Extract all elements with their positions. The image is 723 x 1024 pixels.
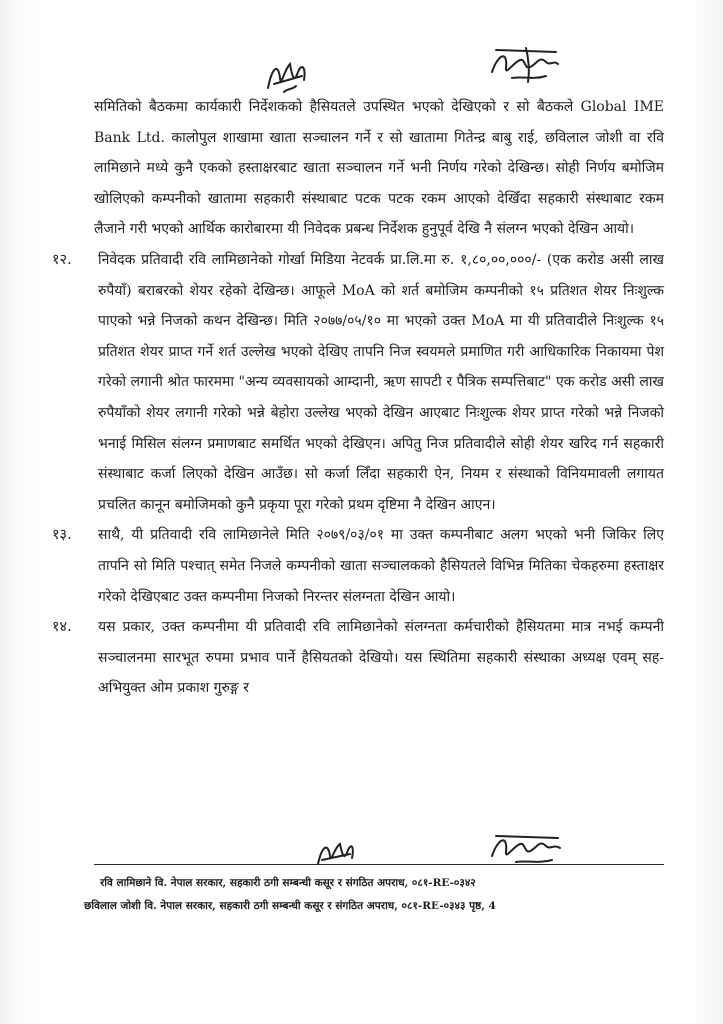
handwritten-signature-top-right (486, 42, 564, 90)
opening-paragraph: समितिको बैठकमा कार्यकारी निर्देशकको हैसियतले उपस्थित भएको देखिएको र सो बैठकले Global IME Bank Ltd. कालोपुल शाखामा खाता सञ्चालन गर्ने र सो खातामा गितेन्द्र बाबु राई, छविलाल जोशी वा रवि लामिछाने मध्ये कुनै एकको हस्ताक्षरबाट खाता सञ्चालन गर्ने भनी निर्णय गरेको देखिन्छ। सोही निर्णय बमोजिम खोलिएको कम्पनीको खातामा सहकारी संस्थाबाट पटक पटक रकम आएको देखिँदा सहकारी संस्थाबाट रकम लैजाने गरी भएको आर्थिक कारोबारमा यी निवेदक प्रबन्ध निर्देशक हुनुपूर्व देखि नै संलग्न भएको देखिन आयो। (94, 99, 664, 238)
handwritten-signature-bottom-right (486, 828, 566, 872)
paragraph-number: १२. (52, 251, 72, 268)
paragraph-text: यस प्रकार, उक्त कम्पनीमा यी प्रतिवादी रवि लामिछानेको संलग्नता कर्मचारीको हैसियतमा मात्र नभई कम्पनी सञ्चालनमा सारभूत रुपमा प्रभाव पार्ने हैसियतको देखियो। यस स्थितिमा सहकारी संस्थाका अध्यक्ष एवम् सह-अभियुक्त ओम प्रकाश गुरुङ्ग र (98, 619, 664, 697)
footer-case-line-2: छविलाल जोशी वि. नेपाल सरकार, सहकारी ठगी सम्बन्धी कसूर र संगठित अपराध, ०८१-RE-०३४३ पृष्ठ, 4 (84, 900, 496, 912)
paragraph-12 (52, 245, 664, 520)
paragraph-14 (52, 612, 664, 704)
paragraph-text: निवेदक प्रतिवादी रवि लामिछानेको गोर्खा मिडिया नेटवर्क प्रा.लि.मा रु. १,८०,००,०००/- (एक करोड असी लाख रुपैयाँ) बराबरको शेयर रहेको देखिन्छ। आफूले MoA को शर्त बमोजिम कम्पनीको १५ प्रतिशत शेयर निःशुल्क पाएको भन्ने निजको कथन देखिन्छ। मिति २०७७/०५/१० मा भएको उक्त MoA मा यी प्रतिवादीले निःशुल्क १५ प्रतिशत शेयर प्राप्त गर्ने शर्त उल्लेख भएको देखिए तापनि निज स्वयमले प्रमाणित गरी आधिकारिक निकायमा पेश गरेको लगानी श्रोत फारममा "अन्य व्यवसायको आम्दानी, ऋण सापटी र पैत्रिक सम्पत्तिबाट" एक करोड असी लाख रुपैयाँको शेयर लगानी गरेको भन्ने बेहोरा उल्लेख भएको देखिन आएबाट निःशुल्क शेयर प्राप्त गरेको भन्ने निजको भनाई मिसिल संलग्न प्रमाणबाट समर्थित भएको देखिएन। अपितु निज प्रतिवादीले सोही शेयर खरिद गर्न सहकारी संस्थाबाट कर्जा लिएको देखिन आउँछ। सो कर्जा लिँदा सहकारी ऐन, नियम र संस्थाको विनियमावली लगायत प्रचलित कानून बमोजिमको कुनै प्रकृया पूरा गरेको प्रथम दृष्टिमा नै देखिन आएन। (98, 251, 664, 513)
paragraph-13 (52, 520, 664, 612)
paragraph-text: साथै, यी प्रतिवादी रवि लामिछानेले मिति २०७९/०३/०१ मा उक्त कम्पनीबाट अलग भएको भनी जिकिर लिए तापनि सो मिति पश्चात् समेत निजले कम्पनीको खाता सञ्चालकको हैसियतले विभिन्न मितिका चेकहरुमा हस्ताक्षर गरेको देखिएबाट उक्त कम्पनीमा निजको निरन्तर संलग्नता देखिन आयो। (98, 527, 664, 605)
footer-case-references (84, 872, 664, 918)
document-body (52, 92, 664, 704)
footer-case-line-1: रवि लामिछाने वि. नेपाल सरकार, सहकारी ठगी सम्बन्धी कसूर र संगठित अपराध, ०८१-RE-०३४२ (100, 877, 476, 889)
paragraph-number: १३. (52, 527, 72, 544)
handwritten-initial-bottom-left (312, 838, 358, 872)
footer-divider (94, 864, 664, 865)
paragraph-number: १४. (52, 619, 72, 636)
